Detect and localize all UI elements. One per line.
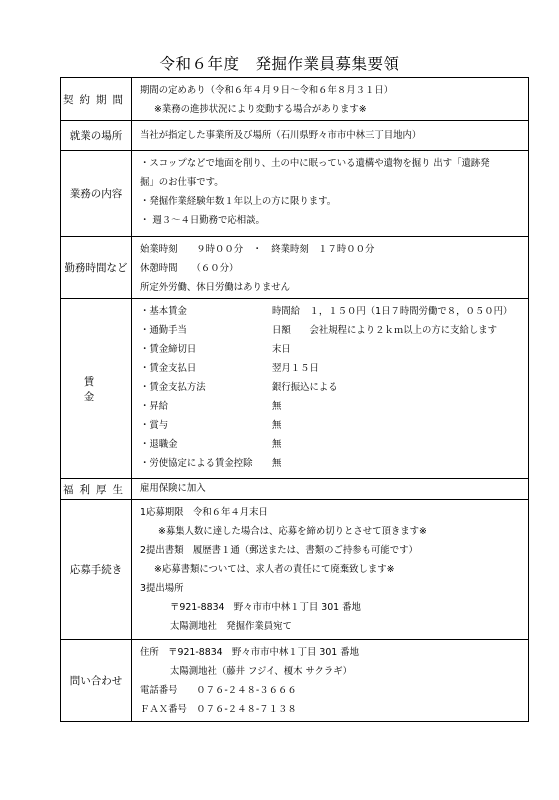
label-workplace: 就業の場所 xyxy=(61,121,132,151)
wage-item-value: 末日 xyxy=(272,344,291,355)
text-line: ＦＡＸ番号 ０７６-２４８-７１３８ xyxy=(140,704,297,715)
text-line: 期間の定めあり（令和６年４月９日～令和６年８月３１日） xyxy=(140,85,394,96)
wage-item xyxy=(140,321,522,340)
wage-item xyxy=(140,397,522,416)
wage-item-key: ・基本賃金 xyxy=(140,306,187,317)
text-line: ※業務の進捗状況により変動する場合があります※ xyxy=(154,104,367,115)
text-line: ・ 週３～４日勤務で応相談。 xyxy=(140,215,265,226)
row-contact xyxy=(61,640,529,722)
row-welfare xyxy=(61,479,529,500)
text-line: 休憩時間 （６０分） xyxy=(140,263,239,274)
text-line: 〒921-8834 野々市市中林１丁目 301 番地 xyxy=(170,602,361,613)
row-workplace xyxy=(61,121,529,151)
wage-item xyxy=(140,416,522,435)
wage-item-key: ・昇給 xyxy=(140,401,169,412)
text-line: 1応募期限 令和６年４月末日 xyxy=(140,507,268,518)
content-workplace xyxy=(132,121,529,151)
label-wage: 賃 金 xyxy=(61,299,132,479)
wage-item-key: ・賃金支払日 xyxy=(140,363,197,374)
wage-item-value: 無 xyxy=(272,401,282,412)
wage-item-key: ・賃金支払方法 xyxy=(140,382,206,393)
text-line: ※募集人数に達した場合は、応募を締め切りとさせて頂きます※ xyxy=(158,526,427,537)
text-line: 始業時刻 ９時００分 ・ 終業時刻 １７時００分 xyxy=(140,244,375,255)
wage-item-key: ・賞与 xyxy=(140,420,169,431)
content-working-hours xyxy=(132,237,529,299)
text-line: 住所 〒921-8834 野々市市中林１丁目 301 番地 xyxy=(140,647,359,658)
content-duties xyxy=(132,151,529,237)
content-application xyxy=(132,500,529,640)
text-line: 掘」のお仕事です。 xyxy=(140,177,224,188)
text-line: 3提出場所 xyxy=(140,583,184,594)
content-wage xyxy=(132,299,529,479)
label-working-hours: 勤務時間など xyxy=(61,237,132,299)
wage-item-value: 無 xyxy=(272,458,282,469)
wage-item-value: 日額 会社規程により２ｋｍ以上の方に支給します xyxy=(272,325,498,336)
wage-item-value: 銀行振込による xyxy=(272,382,338,393)
content-contract-period xyxy=(132,78,529,121)
text-line: 所定外労働、休日労働はありません xyxy=(140,282,291,293)
text-line: 2提出書類 履歴書１通（郵送または、書類のご持参も可能です） xyxy=(140,545,418,556)
label-duties: 業務の内容 xyxy=(61,151,132,237)
row-application xyxy=(61,500,529,640)
text-line: ・発掘作業経験年数１年以上の方に限ります。 xyxy=(140,196,337,207)
wage-item xyxy=(140,359,522,378)
row-duties xyxy=(61,151,529,237)
text-line: 電話番号 ０７６-２４８-３６６６ xyxy=(140,685,297,696)
recruitment-table xyxy=(60,77,529,722)
wage-item xyxy=(140,302,522,321)
wage-item-value: 翌月１５日 xyxy=(272,363,319,374)
wage-item xyxy=(140,454,522,473)
content-contact xyxy=(132,640,529,722)
text-line: ※応募書類については、求人者の責任にて廃棄致します※ xyxy=(154,564,395,575)
content-welfare xyxy=(132,479,529,500)
wage-item xyxy=(140,435,522,454)
wage-item-key: ・通勤手当 xyxy=(140,325,187,336)
text-line: 雇用保険に加入 xyxy=(140,483,206,494)
label-application: 応募手続き xyxy=(61,500,132,640)
wage-item-value: 時間給 １，１５０円（1日７時間労働で８，０５０円） xyxy=(272,306,513,317)
wage-item-value: 無 xyxy=(272,420,282,431)
text-line: 太陽測地社（藤井 フジイ、榎木 サクラギ） xyxy=(170,666,353,677)
text-line: 太陽測地社 発掘作業員宛て xyxy=(170,621,292,632)
row-working-hours xyxy=(61,237,529,299)
wage-item-value: 無 xyxy=(272,439,282,450)
wage-item xyxy=(140,340,522,359)
label-welfare: 福利厚生 xyxy=(61,479,132,500)
text-line: 当社が指定した事業所及び場所（石川県野々市市中林三丁目地内） xyxy=(140,130,422,141)
text-line: ・スコップなどで地面を削り、土の中に眠っている遺構や遺物を掘り 出す「遺跡発 xyxy=(140,158,490,169)
page-title: 令和６年度 発掘作業員募集要領 xyxy=(159,55,400,73)
wage-item-key: ・賃金締切日 xyxy=(140,344,197,355)
label-contact: 問い合わせ xyxy=(61,640,132,722)
label-contract-period: 契約期間 xyxy=(61,78,132,121)
wage-item-key: ・労使協定による賃金控除 xyxy=(140,458,253,469)
wage-item xyxy=(140,378,522,397)
wage-item-key: ・退職金 xyxy=(140,439,178,450)
row-contract-period xyxy=(61,78,529,121)
row-wage xyxy=(61,299,529,479)
